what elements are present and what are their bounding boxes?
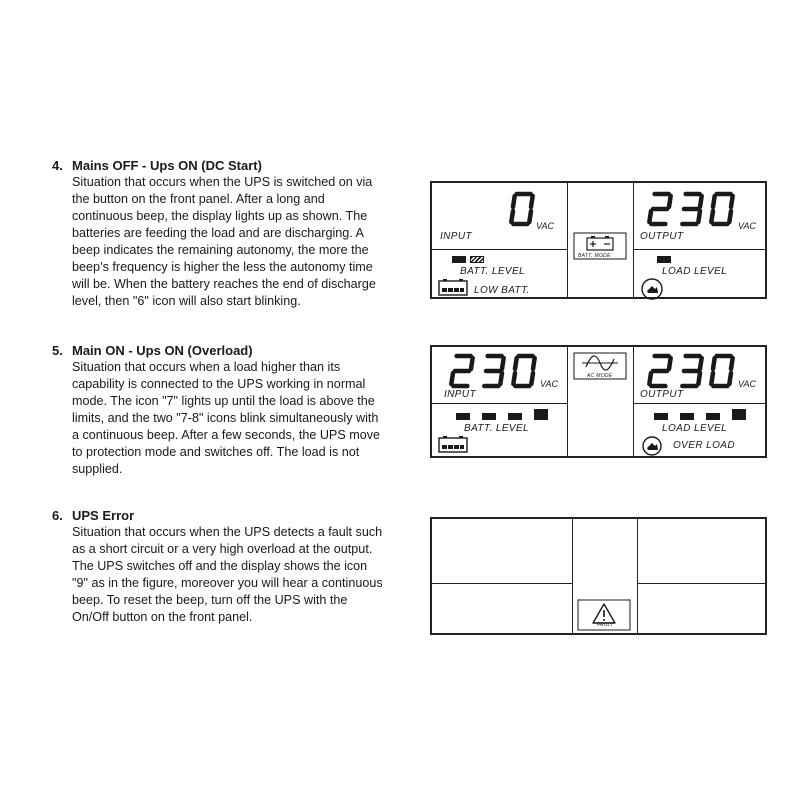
digit-segment bbox=[531, 373, 533, 384]
section-title: Mains OFF - Ups ON (DC Start) bbox=[72, 158, 262, 173]
digit-segment bbox=[713, 358, 715, 369]
section-title: Main ON - Ups ON (Overload) bbox=[72, 343, 253, 358]
text-line: Situation that occurs when the UPS is switched on via bbox=[72, 175, 373, 189]
text-line: will be. When the battery reaches the end of discharge bbox=[72, 277, 376, 291]
digit-segment bbox=[700, 358, 702, 369]
lcd-panel-dc-start bbox=[430, 181, 767, 299]
digit-segment bbox=[711, 211, 713, 222]
ac-mode-label: AC MODE bbox=[587, 373, 613, 379]
digit-segment bbox=[533, 358, 535, 369]
battery-level-bar bbox=[534, 409, 548, 420]
digit-segment bbox=[502, 358, 504, 369]
digit-segment bbox=[698, 373, 700, 384]
input-unit: VAC bbox=[540, 379, 559, 389]
digit-segment bbox=[500, 373, 502, 384]
section-heading: 6. UPS Error bbox=[52, 508, 135, 523]
output-digits bbox=[646, 191, 738, 229]
text-line: beep’s frequency is higher the less the autonomy time bbox=[72, 260, 373, 274]
batt-level-label: BATT. LEVEL bbox=[464, 423, 529, 434]
digit-segment bbox=[529, 211, 531, 222]
text-line: Situation that occurs when the UPS detects a fault such bbox=[72, 525, 383, 539]
input-unit: VAC bbox=[536, 221, 555, 231]
fault-label: FAULT bbox=[597, 622, 614, 628]
text-line: mode. The icon "7" lights up until the load is above the bbox=[72, 394, 375, 408]
digit-segment bbox=[669, 358, 671, 369]
text-line: On/Off button on the front panel. bbox=[72, 610, 253, 624]
digit-segment bbox=[713, 196, 715, 207]
battery-level-bar bbox=[508, 413, 522, 420]
overload-label: OVER LOAD bbox=[673, 440, 735, 451]
lcd-panel-error bbox=[430, 517, 767, 635]
input-digits bbox=[448, 353, 540, 391]
digit-segment bbox=[649, 373, 651, 384]
batt-mode-label: BATT. MODE bbox=[578, 253, 611, 259]
battery-level-bar bbox=[482, 413, 496, 420]
text-line: the button on the front panel. After a long and bbox=[72, 192, 325, 206]
section-heading: 4. Mains OFF - Ups ON (DC Start) bbox=[52, 158, 262, 173]
text-line: beep. To reset the beep, turn off the UPS with the bbox=[72, 593, 348, 607]
text-line: The UPS switches off and the display shows the icon bbox=[72, 559, 368, 573]
digit-segment bbox=[731, 358, 733, 369]
battery-icon bbox=[438, 435, 468, 458]
digit-segment bbox=[729, 373, 731, 384]
digit-segment bbox=[649, 211, 651, 222]
input-digits bbox=[508, 191, 538, 229]
load-level-bar bbox=[680, 413, 694, 420]
digit-segment bbox=[513, 196, 515, 207]
load-level-bar bbox=[654, 413, 668, 420]
fault-icon bbox=[576, 599, 632, 636]
section-paragraph bbox=[72, 359, 424, 478]
text-line: as a short circuit or a very high overload at the output. bbox=[72, 542, 373, 556]
text-line: a continuous beep. After a few seconds, the UPS move bbox=[72, 428, 381, 442]
digit-segment bbox=[471, 358, 473, 369]
digit-segment bbox=[698, 211, 700, 222]
section-title: UPS Error bbox=[72, 508, 135, 523]
text-line: limits, and the two "7-8" icons blink simultaneously with bbox=[72, 411, 379, 425]
digit-segment bbox=[451, 373, 453, 384]
output-label: OUTPUT bbox=[640, 231, 684, 242]
load-level-label: LOAD LEVEL bbox=[662, 423, 728, 434]
text-line: continuous beep, the display lights up as shown. The bbox=[72, 209, 368, 223]
digit-segment bbox=[513, 373, 515, 384]
section-dc-start bbox=[52, 158, 424, 310]
load-icon bbox=[641, 278, 663, 305]
lcd-panel-overload bbox=[430, 345, 767, 458]
digit-segment bbox=[700, 196, 702, 207]
low-battery-icon bbox=[438, 278, 468, 301]
battery-level-bar bbox=[456, 413, 470, 420]
text-line: supplied. bbox=[72, 462, 123, 476]
digit-segment bbox=[511, 211, 513, 222]
section-overload bbox=[52, 343, 424, 478]
input-label: INPUT bbox=[440, 231, 472, 242]
section-paragraph bbox=[72, 524, 424, 626]
load-level-bar bbox=[657, 256, 671, 263]
load-level-label: LOAD LEVEL bbox=[662, 266, 728, 277]
load-level-bar bbox=[706, 413, 720, 420]
output-digits bbox=[646, 353, 738, 391]
overload-icon bbox=[642, 436, 662, 461]
digit-segment bbox=[731, 196, 733, 207]
batt-level-label: BATT. LEVEL bbox=[460, 266, 525, 277]
text-line: batteries are feeding the load and are discharging. A bbox=[72, 226, 364, 240]
digit-segment bbox=[531, 196, 533, 207]
text-line: capability is connected to the UPS working in normal bbox=[72, 377, 366, 391]
digit-segment bbox=[669, 196, 671, 207]
output-unit: VAC bbox=[738, 379, 757, 389]
digit-segment bbox=[515, 358, 517, 369]
text-line: to protection mode and switches off. The load is not bbox=[72, 445, 360, 459]
battery-level-bar bbox=[452, 256, 466, 263]
digit-segment bbox=[729, 211, 731, 222]
output-unit: VAC bbox=[738, 221, 757, 231]
input-label: INPUT bbox=[444, 389, 476, 400]
low-batt-label: LOW BATT. bbox=[474, 285, 530, 296]
output-label: OUTPUT bbox=[640, 389, 684, 400]
text-line: "9" as in the figure, moreover you will hear a continuous bbox=[72, 576, 383, 590]
text-line: level, then "6" icon will also start blinking. bbox=[72, 294, 301, 308]
text-line: Situation that occurs when a load higher than its bbox=[72, 360, 341, 374]
battery-level-bar bbox=[470, 256, 484, 263]
section-ups-error bbox=[52, 508, 424, 626]
load-level-bar bbox=[732, 409, 746, 420]
section-paragraph bbox=[72, 174, 424, 310]
text-line: beep indicates the remaining autonomy, the more the bbox=[72, 243, 369, 257]
section-heading: 5. Main ON - Ups ON (Overload) bbox=[52, 343, 253, 358]
digit-segment bbox=[711, 373, 713, 384]
